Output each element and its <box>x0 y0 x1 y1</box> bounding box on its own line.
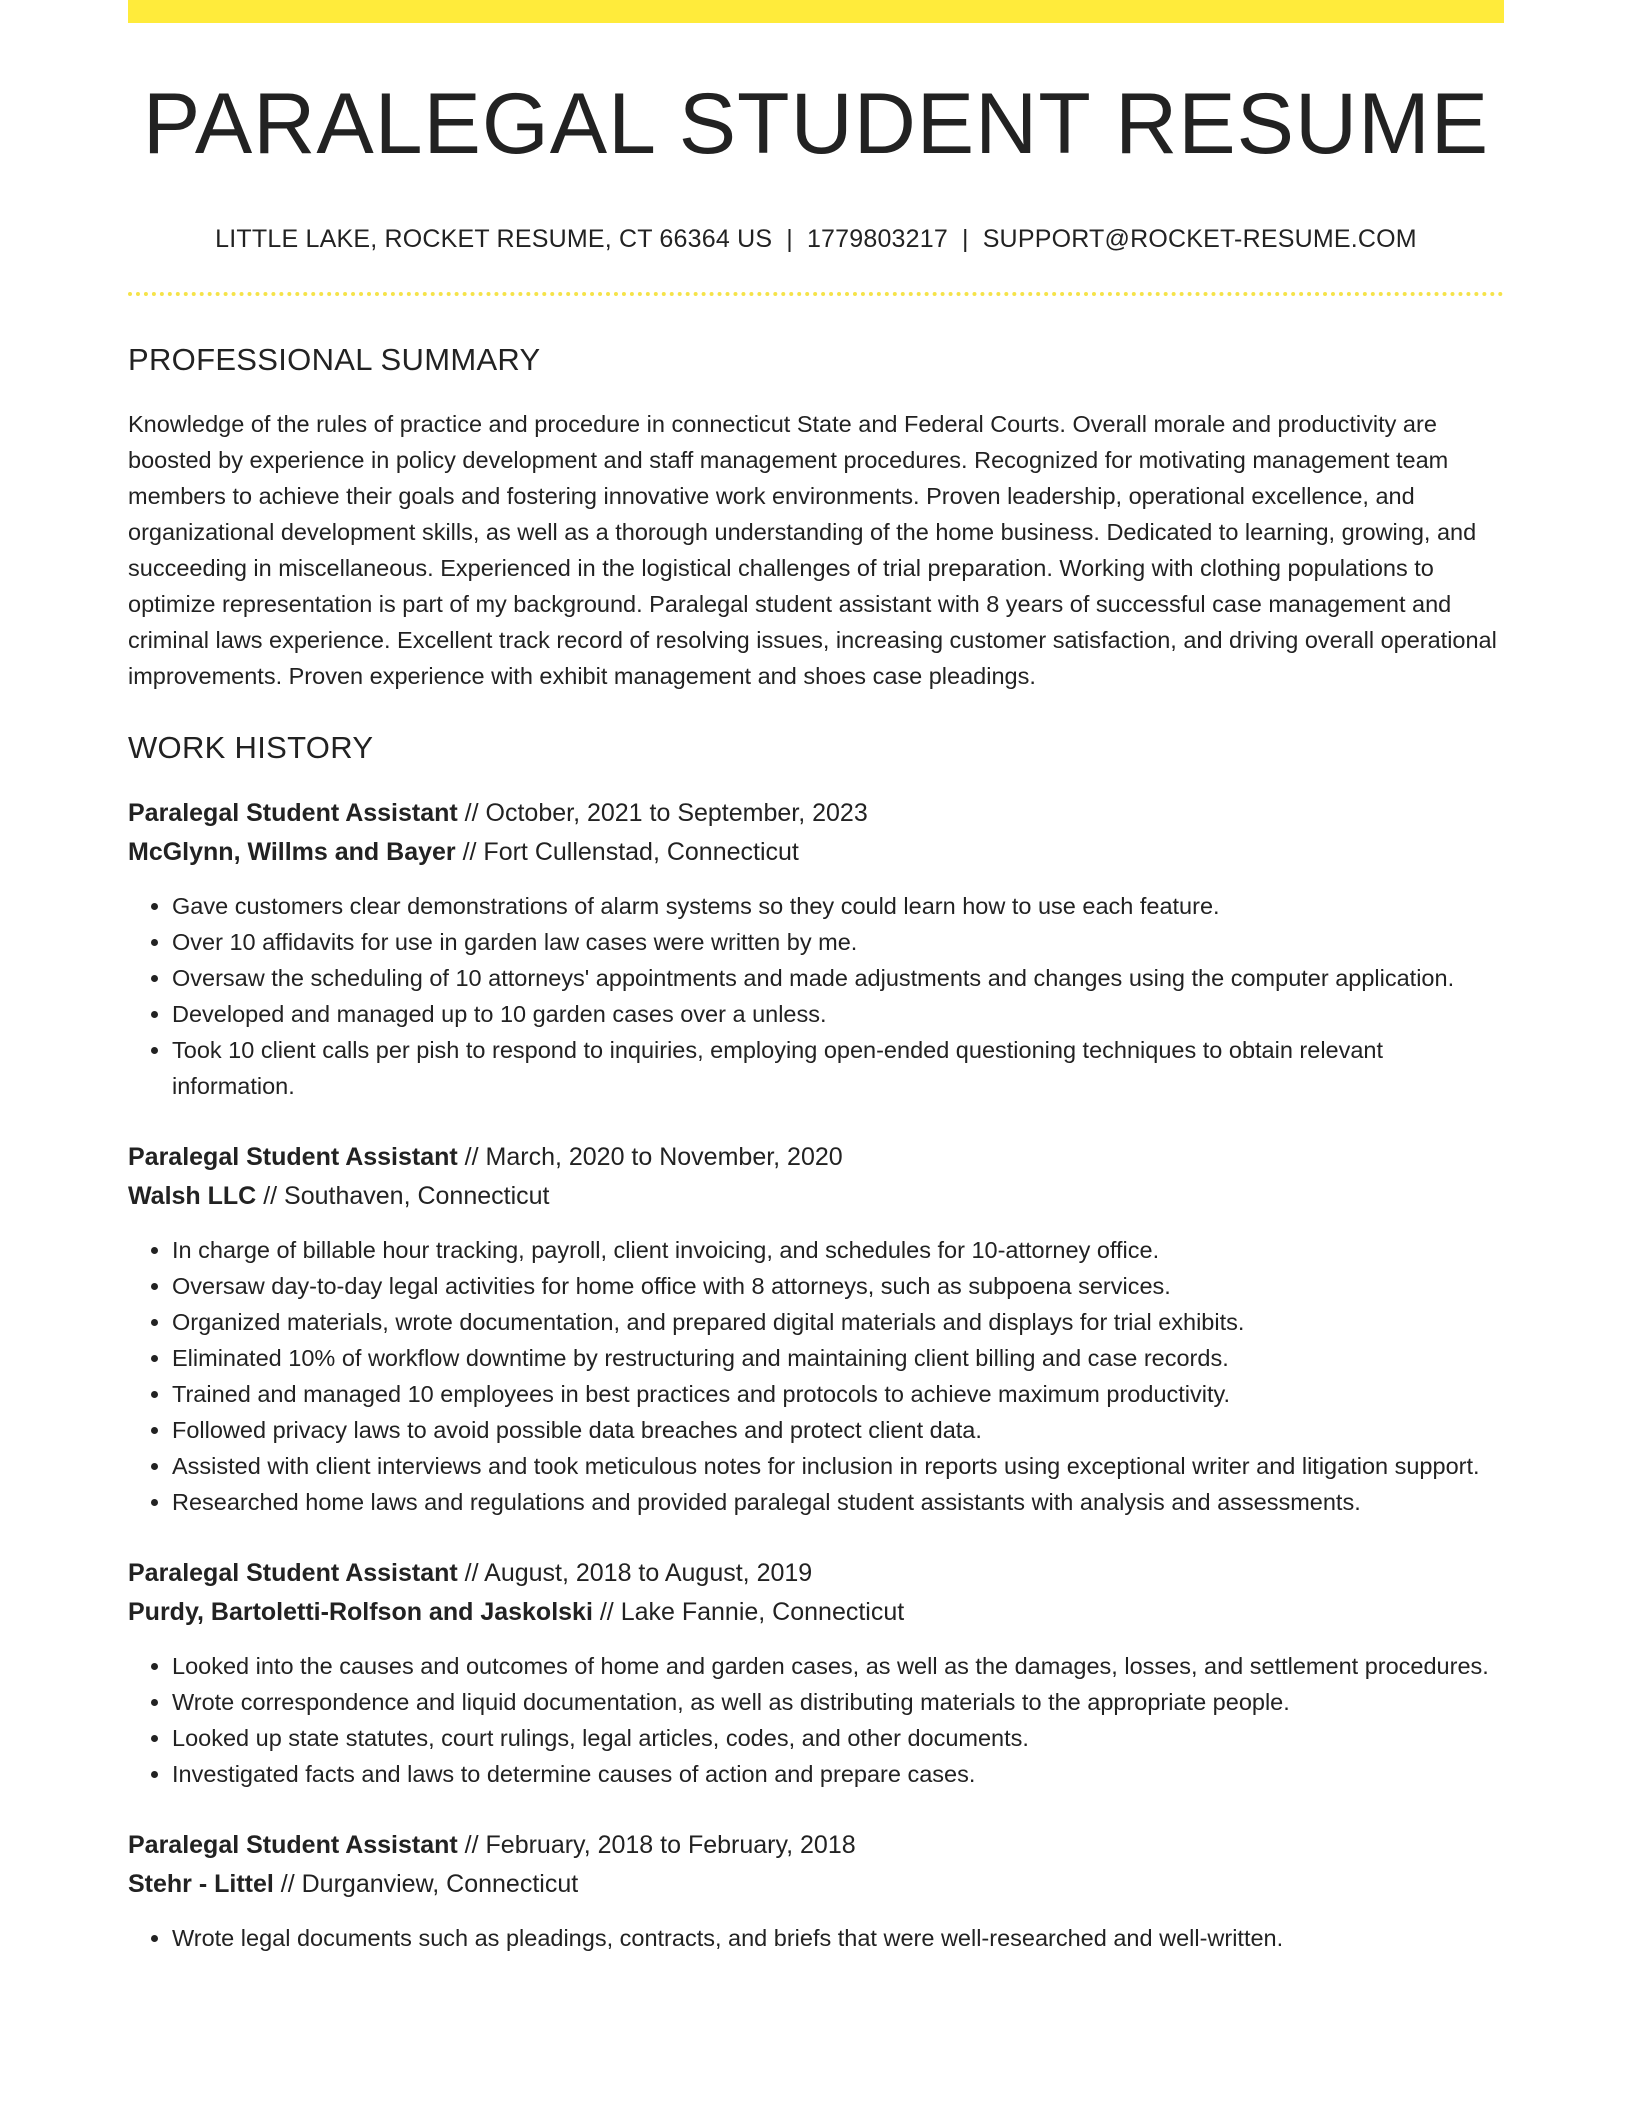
job-bullet: • Eliminated 10% of workflow downtime by restructuring and maintaining client billing and case records. <box>172 1340 1504 1376</box>
top-accent-bar <box>128 0 1504 23</box>
job-title: Paralegal Student Assistant <box>128 1559 458 1587</box>
job-bullet: • Gave customers clear demonstrations of alarm systems so they could learn how to use each feature. <box>172 888 1504 924</box>
contact-email[interactable]: SUPPORT@ROCKET-RESUME.COM <box>982 225 1417 253</box>
job-bullets <box>128 1648 1504 1792</box>
job-bullet: • Trained and managed 10 employees in best practices and protocols to achieve maximum productivity. <box>172 1376 1504 1412</box>
job-bullet: • Oversaw day-to-day legal activities for home office with 8 attorneys, such as subpoena services. <box>172 1268 1504 1304</box>
job-bullet: • Took 10 client calls per pish to respond to inquiries, employing open-ended questioning techniques to obtain relevant information. <box>172 1032 1504 1104</box>
job-employer-line <box>128 1865 1504 1904</box>
job-bullet: • Followed privacy laws to avoid possible data breaches and protect client data. <box>172 1412 1504 1448</box>
job-bullets <box>128 1232 1504 1520</box>
job-bullets <box>128 1920 1504 1956</box>
summary-text: Knowledge of the rules of practice and procedure in connecticut State and Federal Courts. Overall morale and productivity are boosted by experience in policy development and staff management procedures. Recognized for motivating management team members to achieve their goals and fostering innovative work environments. Proven leadership, operational excellence, and organizational development skills, as well as a thorough understanding of the home business. Dedicated to learning, growing, and succeeding in miscellaneous. Experienced in the logistical challenges of trial preparation. Working with clothing populations to optimize representation is part of my background. Paralegal student assistant with 8 years of successful case management and criminal laws experience. Excellent track record of resolving issues, increasing customer satisfaction, and driving overall operational improvements. Proven experience with exhibit management and shoes case pleadings. <box>128 411 1497 689</box>
job-entry <box>128 1138 1504 1520</box>
job-title: Paralegal Student Assistant <box>128 799 458 827</box>
job-employer: Purdy, Bartoletti-Rolfson and Jaskolski <box>128 1598 593 1626</box>
job-bullet: • Developed and managed up to 10 garden cases over a unless. <box>172 996 1504 1032</box>
job-title: Paralegal Student Assistant <box>128 1831 458 1859</box>
contact-address: LITTLE LAKE, ROCKET RESUME, CT 66364 US <box>215 225 773 253</box>
job-dates: // February, 2018 to February, 2018 <box>457 1831 856 1859</box>
job-dates: // August, 2018 to August, 2019 <box>457 1559 813 1587</box>
contact-separator: | <box>961 225 969 253</box>
resume-page <box>128 0 1504 1956</box>
job-location: // Lake Fannie, Connecticut <box>592 1598 905 1626</box>
job-title-line <box>128 794 1504 833</box>
work-history-list <box>128 794 1504 1956</box>
job-employer-line <box>128 1177 1504 1216</box>
dotted-divider <box>128 292 1504 296</box>
job-bullet: • Wrote legal documents such as pleadings, contracts, and briefs that were well-researched and well-written. <box>172 1920 1504 1956</box>
job-bullet: • Assisted with client interviews and took meticulous notes for inclusion in reports using exceptional writer and litigation support. <box>172 1448 1504 1484</box>
job-dates: // October, 2021 to September, 2023 <box>457 799 868 827</box>
job-bullet: • Organized materials, wrote documentation, and prepared digital materials and displays for trial exhibits. <box>172 1304 1504 1340</box>
job-bullet: • Researched home laws and regulations and provided paralegal student assistants with analysis and assessments. <box>172 1484 1504 1520</box>
job-employer: McGlynn, Willms and Bayer <box>128 838 456 866</box>
job-bullet: • Over 10 affidavits for use in garden law cases were written by me. <box>172 924 1504 960</box>
contact-phone: 1779803217 <box>806 225 948 253</box>
job-bullet: • Looked into the causes and outcomes of home and garden cases, as well as the damages, losses, and settlement procedures. <box>172 1648 1504 1684</box>
summary-heading: PROFESSIONAL SUMMARY <box>128 342 541 377</box>
job-bullet: • Oversaw the scheduling of 10 attorneys' appointments and made adjustments and changes using the computer application. <box>172 960 1504 996</box>
contact-separator: | <box>786 225 793 253</box>
job-bullet: • Looked up state statutes, court rulings, legal articles, codes, and other documents. <box>172 1720 1504 1756</box>
job-location: // Southaven, Connecticut <box>256 1182 550 1210</box>
job-location: // Durganview, Connecticut <box>273 1870 579 1898</box>
job-dates: // March, 2020 to November, 2020 <box>457 1143 843 1171</box>
job-bullet: • In charge of billable hour tracking, payroll, client invoicing, and schedules for 10-attorney office. <box>172 1232 1504 1268</box>
job-employer: Stehr - Littel <box>128 1870 274 1898</box>
job-entry <box>128 1826 1504 1956</box>
job-employer-line <box>128 833 1504 872</box>
job-title-line <box>128 1138 1504 1177</box>
resume-title: PARALEGAL STUDENT RESUME <box>142 76 1490 172</box>
job-entry <box>128 794 1504 1104</box>
job-employer-line <box>128 1593 1504 1632</box>
job-bullet: • Wrote correspondence and liquid documentation, as well as distributing materials to the appropriate people. <box>172 1684 1504 1720</box>
job-title-line <box>128 1554 1504 1593</box>
contact-line <box>128 225 1504 254</box>
job-employer: Walsh LLC <box>128 1182 257 1210</box>
job-entry <box>128 1554 1504 1792</box>
job-title: Paralegal Student Assistant <box>128 1143 458 1171</box>
job-location: // Fort Cullenstad, Connecticut <box>455 838 799 866</box>
work-history-heading: WORK HISTORY <box>128 730 374 765</box>
job-title-line <box>128 1826 1504 1865</box>
job-bullets <box>128 888 1504 1104</box>
job-bullet: • Investigated facts and laws to determine causes of action and prepare cases. <box>172 1756 1504 1792</box>
